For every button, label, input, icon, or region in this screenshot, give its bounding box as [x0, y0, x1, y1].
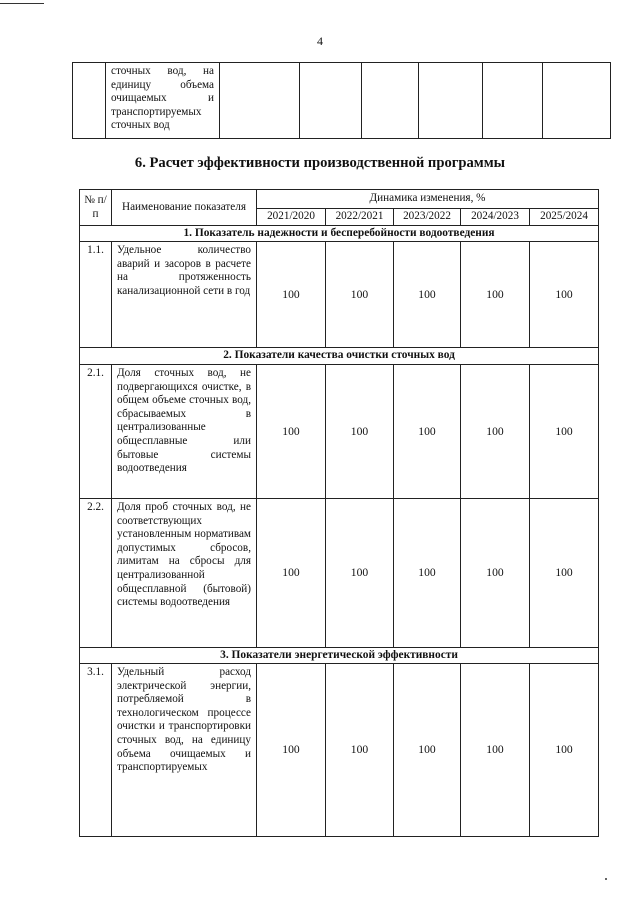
section-title: 2. Показатели качества очистки сточных вод [80, 348, 599, 365]
value-cell: 100 [394, 365, 461, 499]
value-cell: 100 [461, 664, 530, 837]
indicator-name: Удельное количество аварий и засоров в расчете на протяженность канализационной сети в год [112, 242, 257, 348]
table-row [80, 664, 599, 837]
continuation-name-cell: сточных вод, на единицу объема очищаемых и транспортируемых сточных вод [106, 63, 220, 139]
value-cell: 100 [530, 499, 599, 648]
value-cell: 100 [257, 365, 326, 499]
continuation-value-cell [300, 63, 362, 139]
header-year: 2023/2022 [394, 209, 461, 226]
value-cell: 100 [326, 242, 394, 348]
header-name: Наименование показателя [112, 190, 257, 226]
indicator-name: Удельный расход электрической энергии, потребляемой в технологическом процессе очистки и транспортировки сточных вод, на единицу объема очищаемых и транспортируемых [112, 664, 257, 837]
indicator-name: Доля сточных вод, не подвергающихся очистке, в общем объеме сточных вод, сбрасываемых в централизованные общесплавные или бытовые системы водоотведения [112, 365, 257, 499]
header-year: 2024/2023 [461, 209, 530, 226]
value-cell: 100 [461, 499, 530, 648]
value-cell: 100 [530, 365, 599, 499]
continuation-value-cell [419, 63, 483, 139]
value-cell: 100 [530, 664, 599, 837]
continuation-table [72, 62, 611, 139]
continuation-value-cell [220, 63, 300, 139]
table-row [80, 242, 599, 348]
value-cell: 100 [530, 242, 599, 348]
section-row [80, 226, 599, 242]
header-year: 2022/2021 [326, 209, 394, 226]
value-cell: 100 [326, 365, 394, 499]
value-cell: 100 [461, 365, 530, 499]
row-number: 2.1. [80, 365, 112, 499]
value-cell: 100 [326, 499, 394, 648]
value-cell: 100 [394, 242, 461, 348]
page-number: 4 [317, 34, 323, 48]
value-cell: 100 [257, 664, 326, 837]
continuation-value-cell [543, 63, 611, 139]
header-year: 2025/2024 [530, 209, 599, 226]
section-title: 1. Показатель надежности и бесперебойности водоотведения [80, 226, 599, 242]
continuation-num-cell [73, 63, 106, 139]
value-cell: 100 [326, 664, 394, 837]
section-row [80, 648, 599, 664]
value-cell: 100 [394, 664, 461, 837]
continuation-row [73, 63, 611, 139]
row-number: 2.2. [80, 499, 112, 648]
table-row [80, 499, 599, 648]
value-cell: 100 [394, 499, 461, 648]
value-cell: 100 [257, 242, 326, 348]
row-number: 3.1. [80, 664, 112, 837]
continuation-value-cell [483, 63, 543, 139]
scan-speck [605, 878, 607, 880]
continuation-value-cell [362, 63, 419, 139]
efficiency-table [79, 189, 599, 837]
value-cell: 100 [461, 242, 530, 348]
section-heading: 6. Расчет эффективности производственной программы [134, 155, 506, 171]
section-row [80, 348, 599, 365]
header-num: № п/п [80, 190, 112, 226]
header-row-1 [80, 190, 599, 209]
table-row [80, 365, 599, 499]
scan-corner-line [0, 3, 44, 4]
header-dynamics: Динамика изменения, % [257, 190, 599, 209]
section-title: 3. Показатели энергетической эффективности [80, 648, 599, 664]
value-cell: 100 [257, 499, 326, 648]
indicator-name: Доля проб сточных вод, не соответствующих установленным нормативам допустимых сбросов, лимитам на сбросы для централизованной общесплавной (бытовой) системы водоотведения [112, 499, 257, 648]
header-year: 2021/2020 [257, 209, 326, 226]
row-number: 1.1. [80, 242, 112, 348]
